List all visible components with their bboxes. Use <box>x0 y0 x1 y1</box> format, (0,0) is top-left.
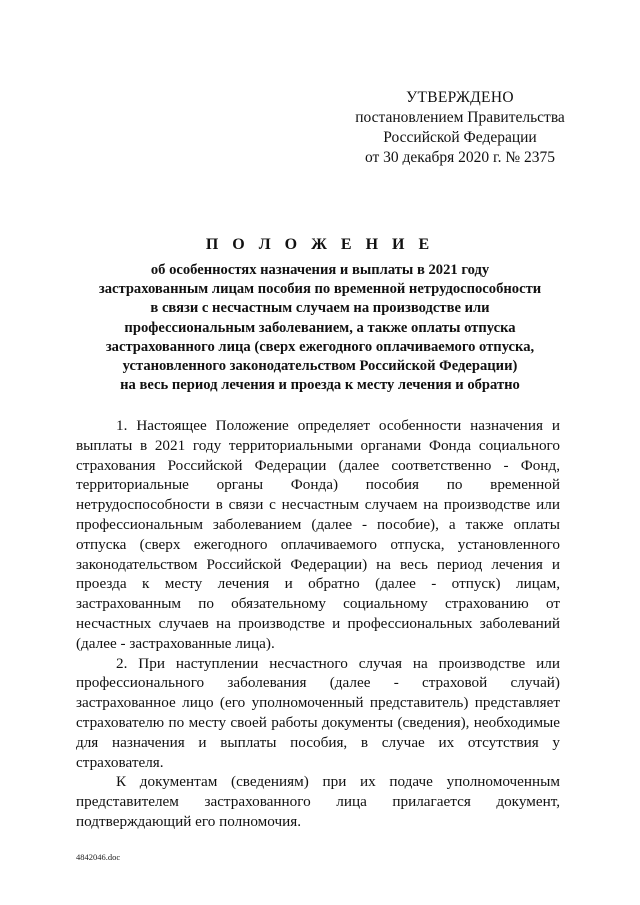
approval-line: Российской Федерации <box>383 129 537 146</box>
document-subtitle <box>60 261 580 395</box>
paragraph-2: 2. При наступлении несчастного случая на производстве или профессионального заболевания (далее - страховой случай) застрахованное лицо (его уполномоченный представитель) представляет страхователю по месту своей работы документы (сведения), необходимые для назначения и выплаты пособия, в случае их отсутствия у страхователя. <box>76 654 560 771</box>
subtitle-line: об особенностях назначения и выплаты в 2021 году <box>150 262 490 278</box>
paragraph-3: К документам (сведениям) при их подаче уполномоченным представителем застрахованного лица прилагается документ, подтверждающий его полномочия. <box>76 773 560 830</box>
approval-line: от 30 декабря 2020 г. № 2375 <box>364 149 556 166</box>
approval-heading: УТВЕРЖДЕНО <box>406 89 514 106</box>
approval-line: постановлением Правительства <box>355 109 565 126</box>
subtitle-line: на весь период лечения и проезда к месту лечения и обратно <box>120 377 520 394</box>
document-title: П О Л О Ж Е Н И Е <box>205 236 435 253</box>
file-code: 4842046.doc <box>76 852 121 862</box>
document-body <box>76 416 560 832</box>
subtitle-line: установленного законодательством Российской Федерации) <box>122 358 518 375</box>
subtitle-line: застрахованным лицам пособия по временной нетрудоспособности <box>98 281 542 298</box>
subtitle-line: профессиональным заболеванием, а также оплаты отпуска <box>124 319 516 336</box>
paragraph-1: 1. Настоящее Положение определяет особенности назначения и выплаты в 2021 году территориальными органами Фонда социального страхования Российской Федерации (далее соответственно - Фонд, территориальные органы Фонда) пособия по временной нетрудоспособности в связи с несчастным случаем на производстве или профессиональным заболеванием (далее - пособие), а также оплаты отпуска (сверх ежегодного оплачиваемого отпуска, установленного законодательством Российской Федерации) на весь период лечения и проезда к месту лечения и обратно (далее - отпуск) лицам, застрахованным по обязательному социальному страхованию от несчастных случаев на производстве и профессиональных заболеваний (далее - застрахованные лица). <box>76 417 560 652</box>
subtitle-line: в связи с несчастным случаем на производстве или <box>150 300 490 317</box>
subtitle-line: застрахованного лица (сверх ежегодного оплачиваемого отпуска, <box>105 338 535 355</box>
approval-stamp <box>350 88 570 168</box>
